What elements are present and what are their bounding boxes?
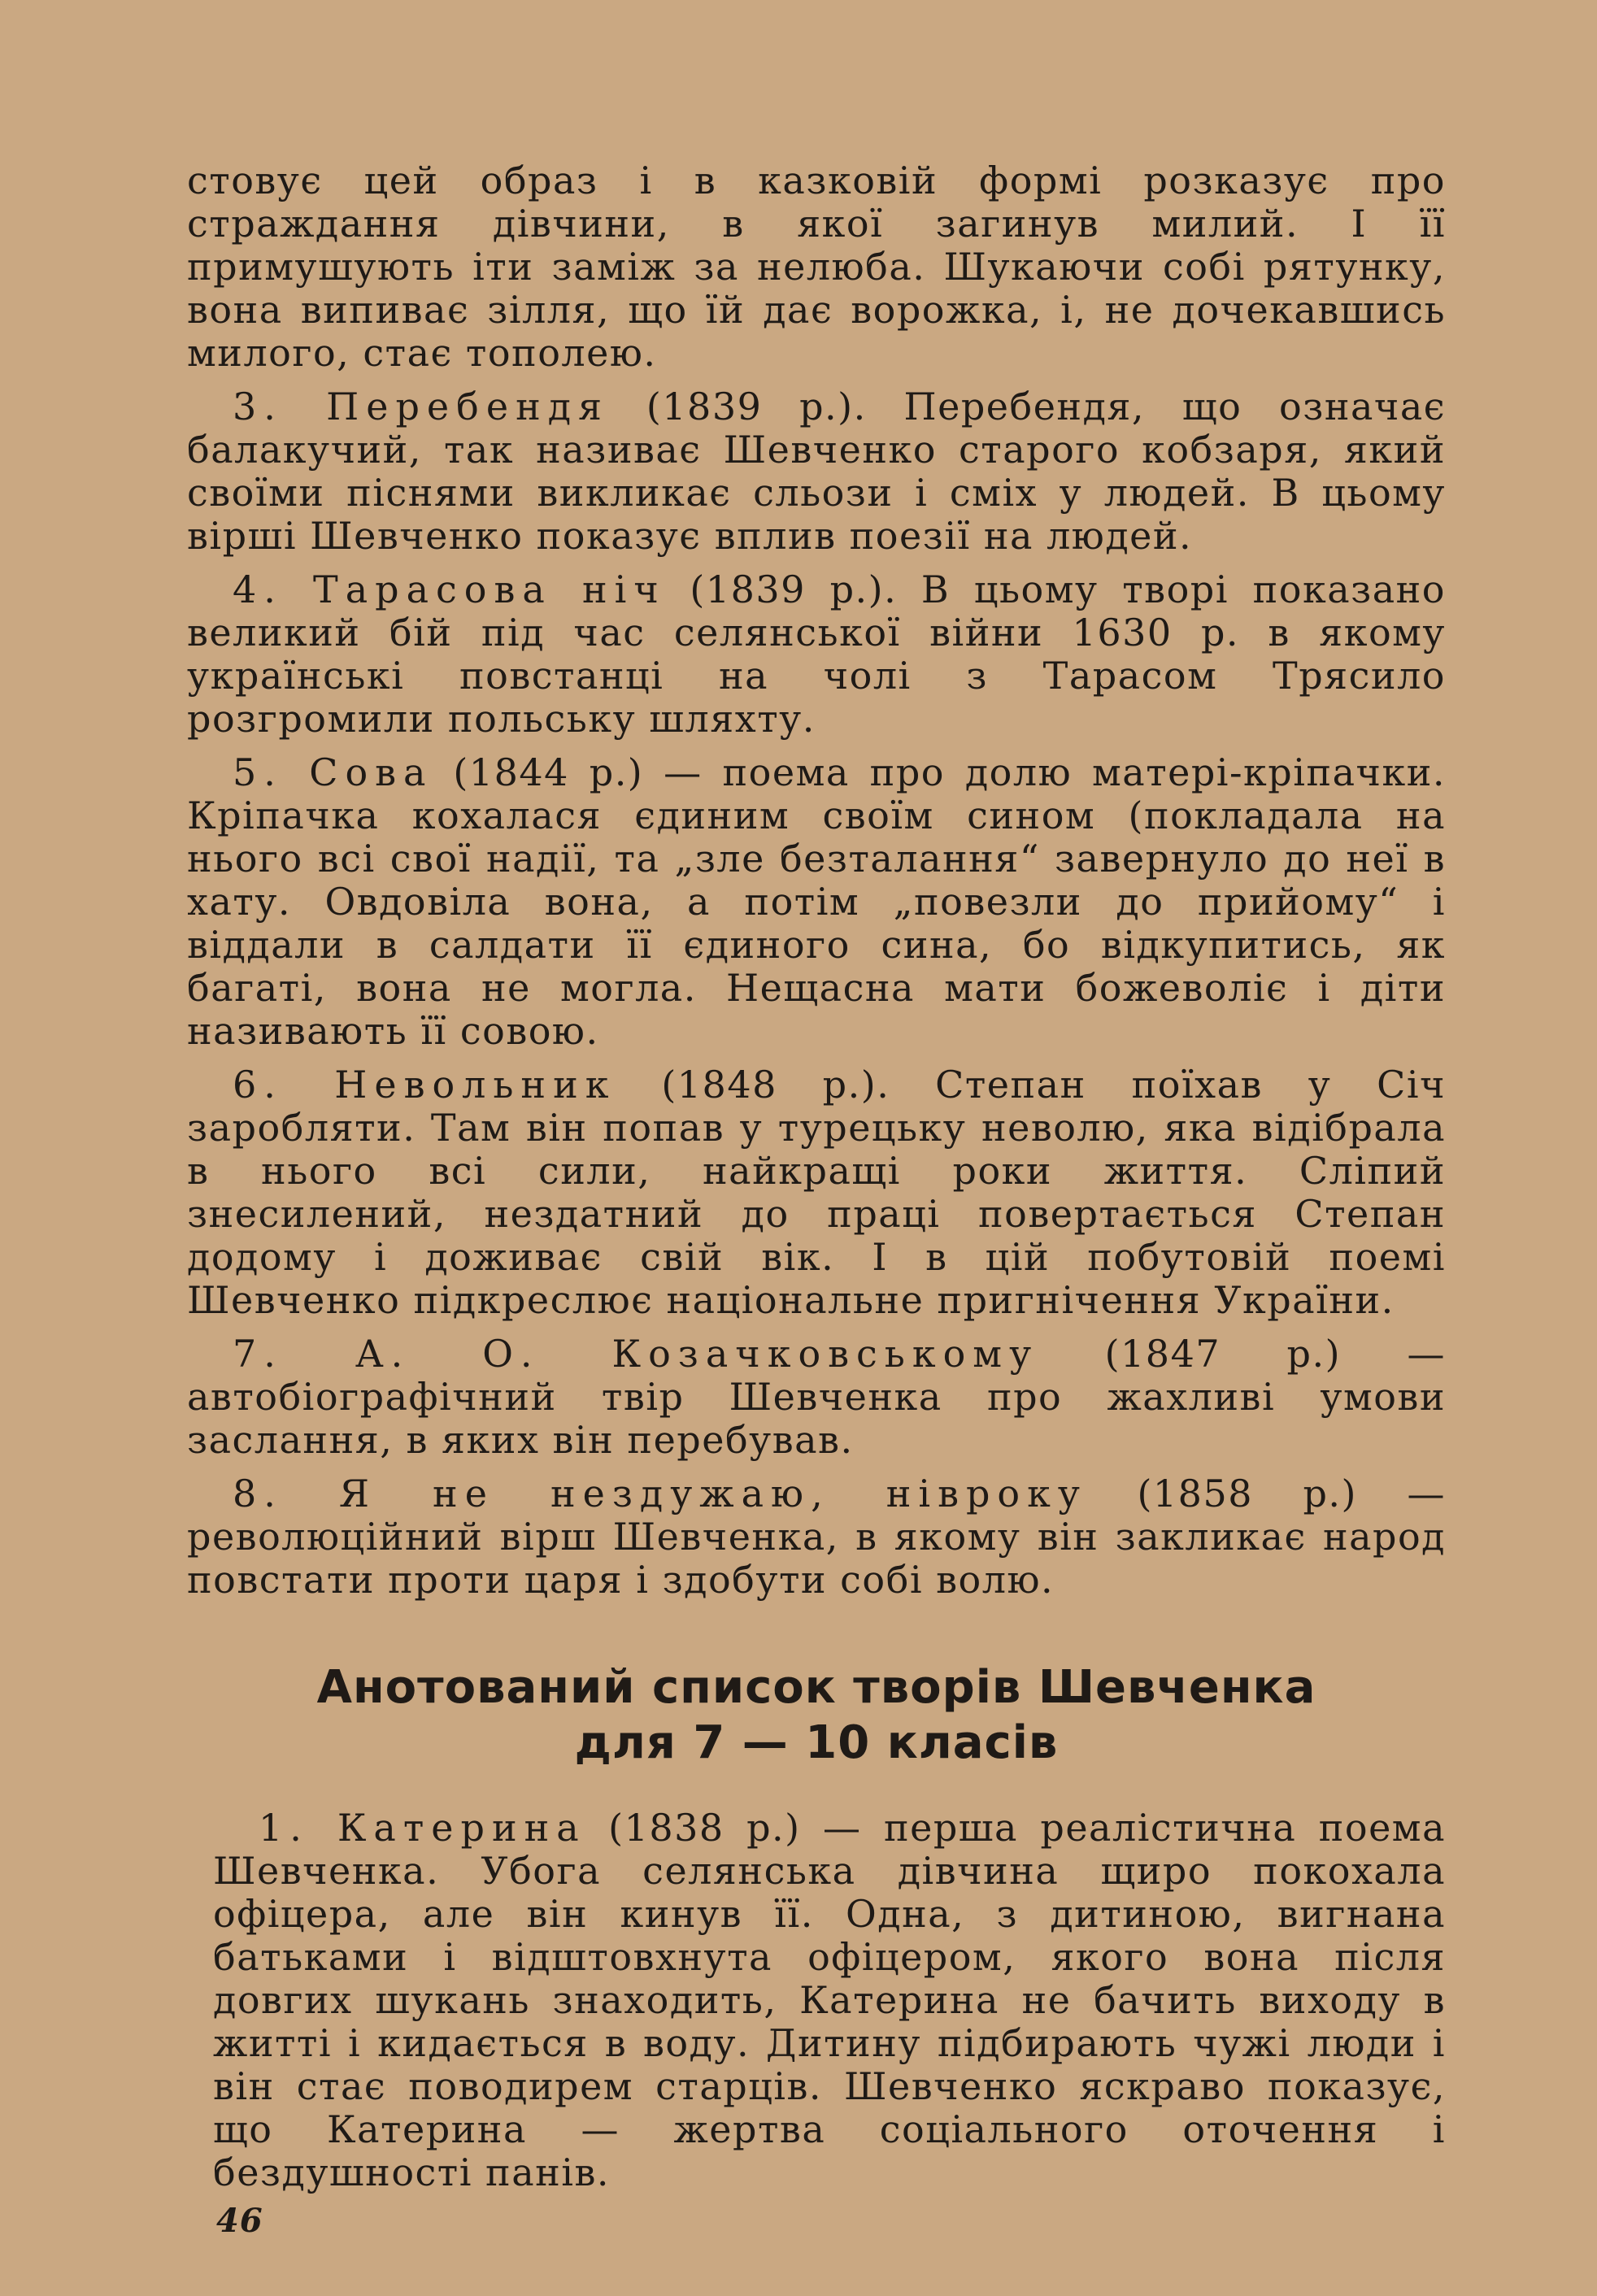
list-item-kateryna	[213, 1807, 1446, 2194]
page-body	[187, 159, 1446, 1602]
section-heading	[187, 1660, 1446, 1771]
list-item-sova	[187, 751, 1446, 1053]
section-heading-line-2: для 7 — 10 класів	[574, 1716, 1059, 1769]
work-description: (1839 р.). В цьому творі показано великий бій під час селянської війни 1630 р. в якому українські повстанці на чолі з Тарасом Трясило розгромили польську шляхту.	[187, 567, 1446, 741]
list-item-perebendia	[187, 385, 1446, 558]
annotated-list	[213, 1807, 1446, 2194]
work-title: 7. А. О. Козачковському	[233, 1332, 1039, 1376]
work-description: (1838 р.) — перша реалістична поема Шевченка. Убога селянська дівчина щиро покохала офіцера, але він кинув її. Одна, з дитиною, вигнана батьками і відштовхнута офіцером, якого вона після довгих шукань знаходить, Катерина не бачить виходу в житті і кидається в воду. Дитину підбирають чужі люди і він стає поводирем старців. Шевченко яскраво показує, що Катерина — жертва соціального оточення і бездушності панів.	[213, 1806, 1446, 2194]
work-description: (1858 р.) — революційний вірш Шевченка, в якому він закликає народ повстати проти царя і здобути собі волю.	[187, 1472, 1446, 1602]
continued-paragraph: стовує цей образ і в казковій формі розказує про страждання дівчини, в якої загинув милий. І її примушують іти заміж за нелюба. Шукаючи собі рятунку, вона випиває зілля, що їй дає ворожка, і, не дочекавшись милого, стає тополею.	[187, 159, 1446, 375]
work-title: 5. Сова	[233, 750, 433, 794]
page-number: 46	[216, 2202, 263, 2240]
work-description: (1844 р.) — поема про долю матері-кріпачки. Кріпачка кохалася єдиним своїм сином (покладала на нього всі свої надії, та „зле безталання“ завернуло до неї в хату. Овдовіла вона, а потім „повезли до прийому“ і віддали в салдати її єдиного сина, бо відкупитись, як багаті, вона не могла. Нещасна мати божеволіє і діти називають її совою.	[187, 750, 1446, 1053]
work-description: (1839 р.). Перебендя, що означає балакучий, так називає Шевченко старого кобзаря, який своїми піснями викликає сльози і сміх у людей. В цьому вірші Шевченко показує вплив поезії на людей.	[187, 385, 1447, 558]
section-heading-line-1: Анотований список творів Шевченка	[316, 1661, 1316, 1714]
work-title: 3. Перебендя	[233, 385, 610, 428]
work-title: 4. Тарасова ніч	[233, 567, 666, 611]
work-description: (1848 р.). Степан поїхав у Січ заробляти. Там він попав у турецьку неволю, яка відібрала в нього всі сили, найкращі роки життя. Сліпий знесилений, нездатний до праці повертається Степан додому і доживає свій вік. І в цій побутовій поемі Шевченко підкреслює національне пригнічення України.	[187, 1063, 1446, 1322]
work-description: (1847 р.) — автобіографічний твір Шевченка про жахливі умови заслання, в яких він перебував.	[187, 1332, 1446, 1462]
list-item-ya-ne-nezduzhaiu	[187, 1472, 1446, 1602]
list-item-nevolnyk	[187, 1063, 1446, 1322]
work-title: 8. Я не нездужаю, нівроку	[233, 1472, 1087, 1515]
list-item-kozachkovskomu	[187, 1333, 1446, 1462]
list-item-tarasova-nich	[187, 568, 1446, 741]
work-title: 1. Катерина	[259, 1806, 586, 1850]
work-title: 6. Невольник	[233, 1063, 616, 1107]
